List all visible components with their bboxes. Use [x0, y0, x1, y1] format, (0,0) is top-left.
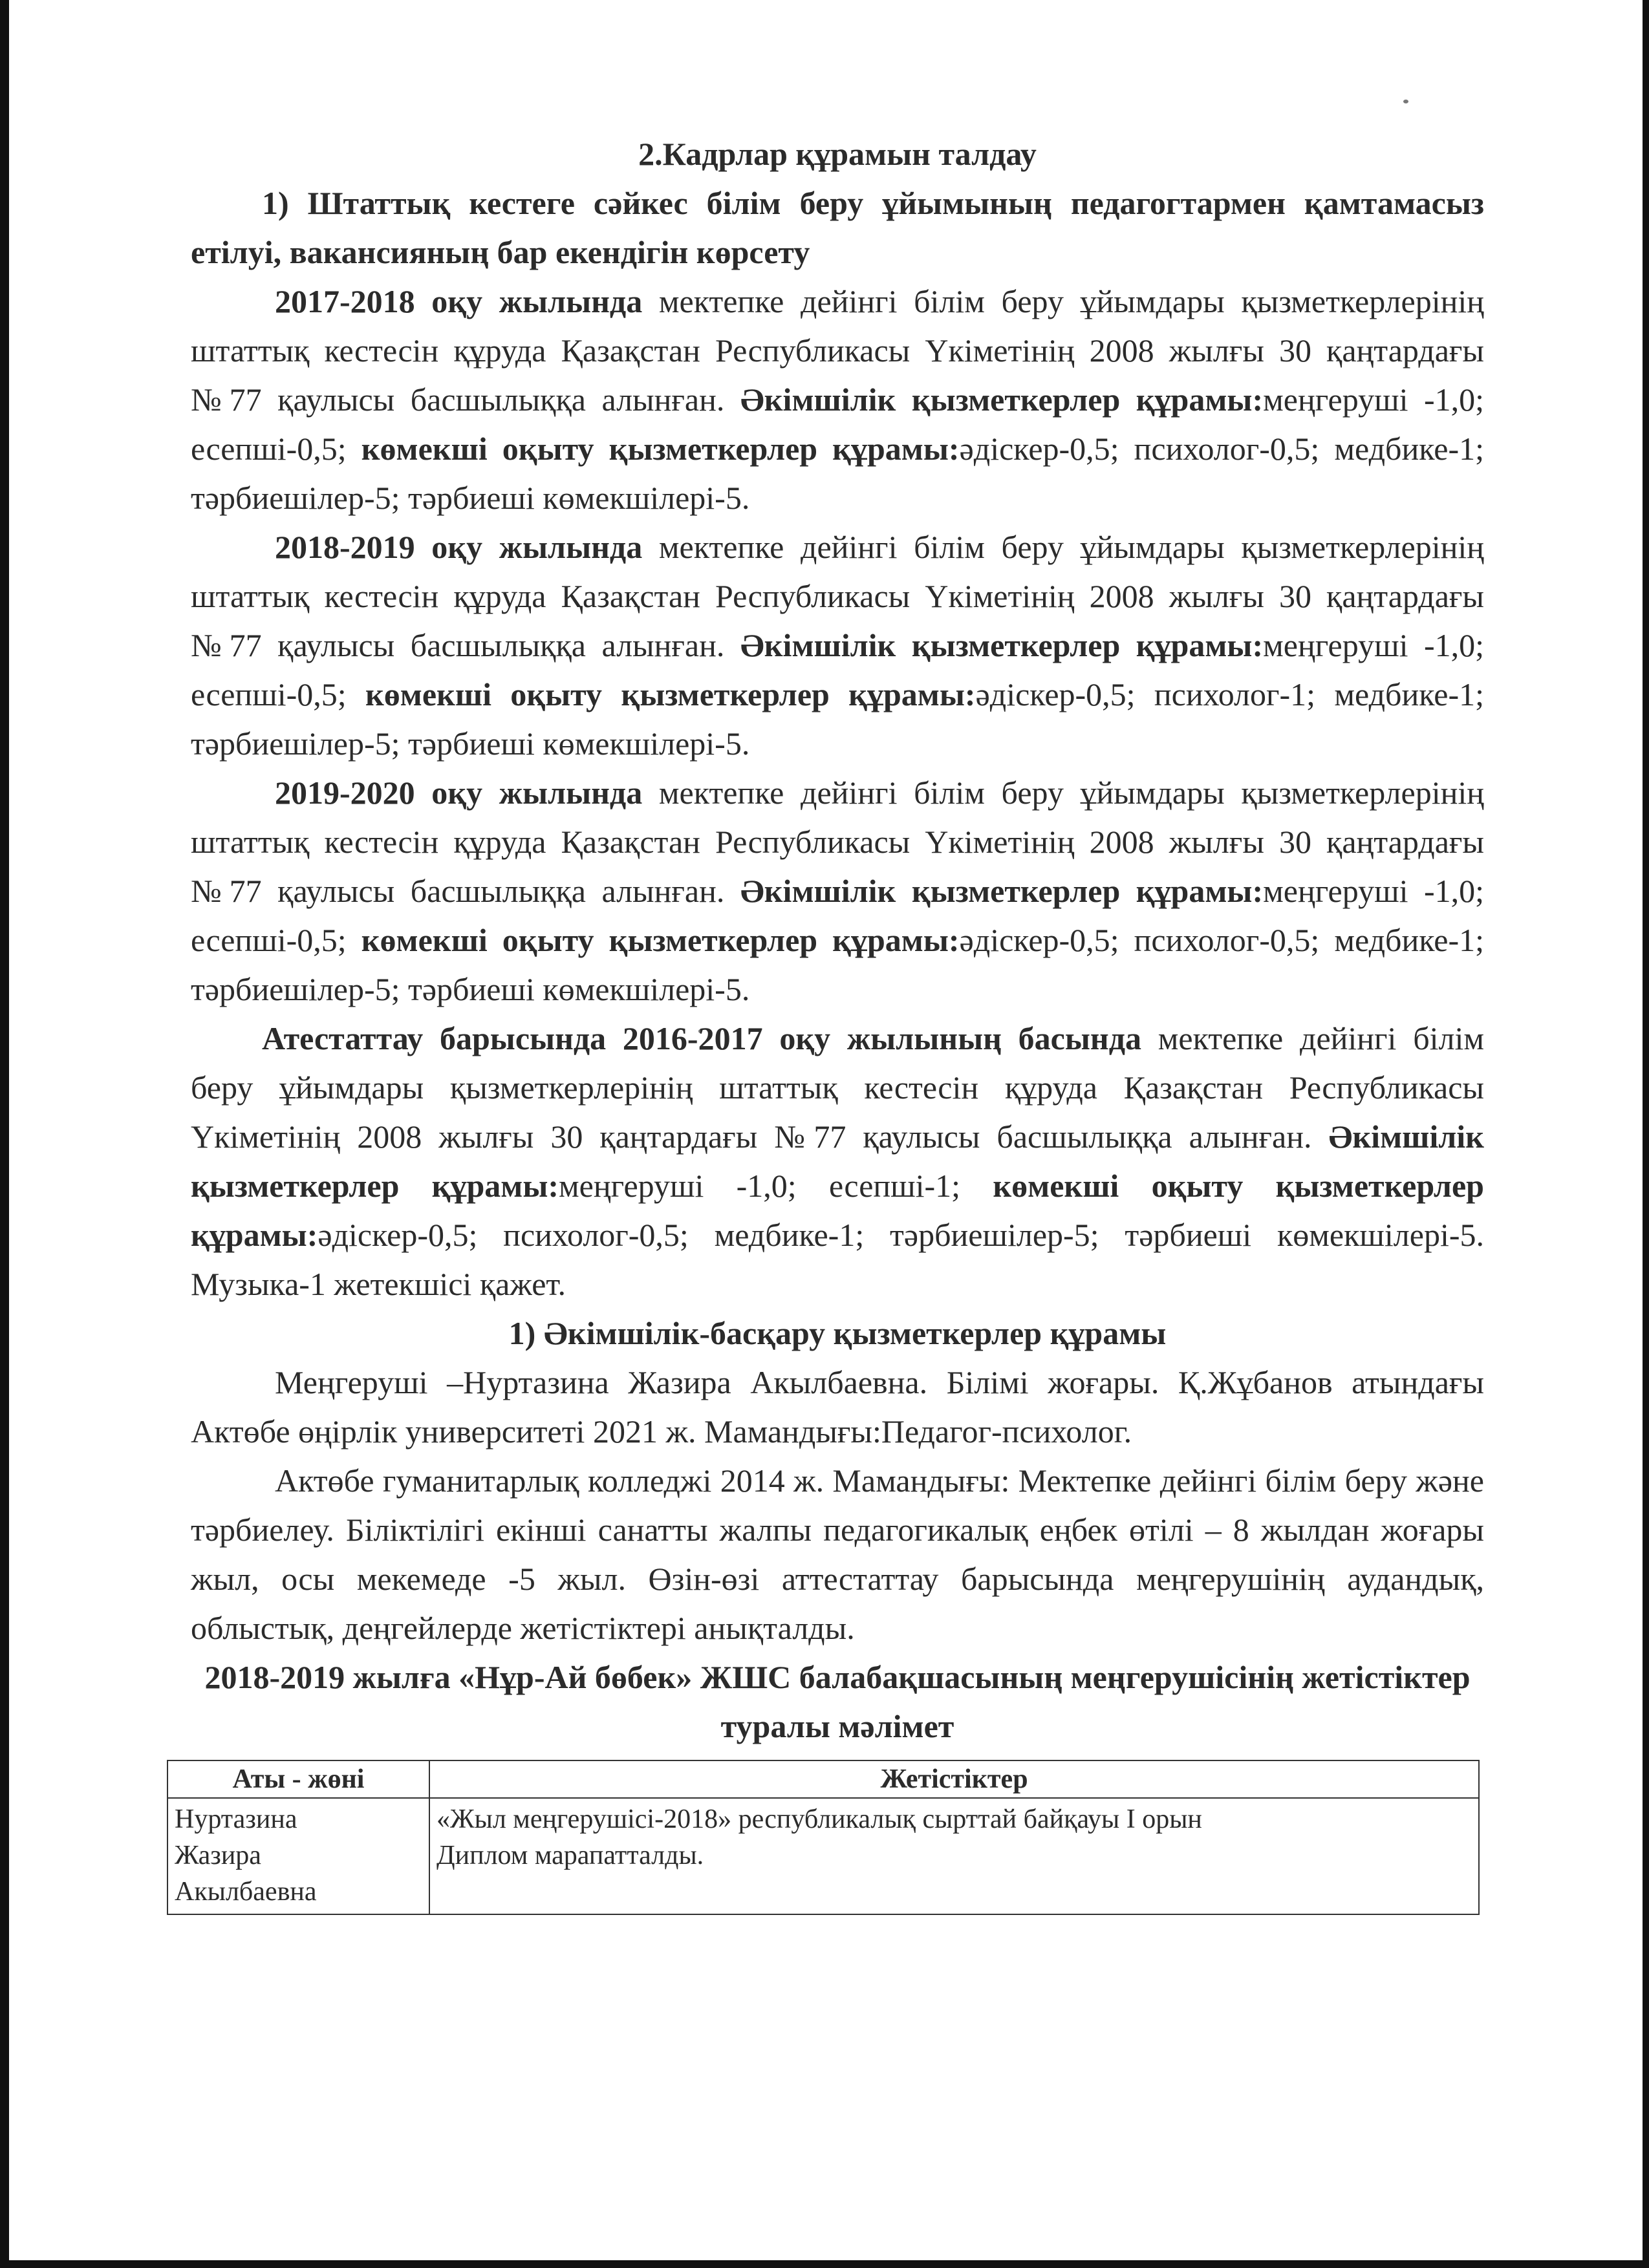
- achievement-line: «Жыл меңгерушісі-2018» республикалық сырттай байқауы I орын: [436, 1804, 1202, 1834]
- attestation-lead: Атестаттау барысында 2016-2017 оқу жылының басында: [262, 1020, 1141, 1056]
- paragraph-attestation: [191, 1014, 1484, 1309]
- cell-name: [167, 1798, 429, 1914]
- admin-staff-label: Әкімшілік қызметкерлер құрамы:: [740, 381, 1264, 418]
- support-staff-label: көмекші оқыту қызметкерлер құрамы:: [361, 922, 960, 958]
- paragraph-text: мектепке дейінгі білім беру ұйымдары қызметкерлерінің штаттық кестесін құруда Қазақстан Республикасы Үкіметінің 2008 жылғы 30 қаңтардағы №77 қаулысы басшылыққа алынған.: [191, 283, 1484, 418]
- achievement-line: Диплом марапатталды.: [436, 1841, 704, 1870]
- support-staff-text: әдіскер-0,5; психолог-1; медбике-1; тәрбиешілер-5; тәрбиеші көмекшілері-5.: [191, 676, 1485, 762]
- support-staff-label: көмекші оқыту қызметкерлер құрамы:: [365, 676, 976, 712]
- support-staff-text: әдіскер-0,5; психолог-0,5; медбике-1; тәрбиешілер-5; тәрбиеші көмекшілері-5. Музыка-1 жетекшісі қажет.: [191, 1217, 1484, 1302]
- scan-edge-left: [0, 0, 9, 2268]
- support-staff-text: әдіскер-0,5; психолог-0,5; медбике-1; тәрбиешілер-5; тәрбиеші көмекшілері-5.: [191, 431, 1485, 516]
- admin-staff-text: меңгеруші -1,0; есепші-0,5;: [191, 627, 1484, 712]
- paragraph-2019-2020: [191, 768, 1484, 1014]
- paragraph-2017-2018: [191, 277, 1484, 522]
- year-lead: 2017-2018 оқу жылында: [275, 283, 643, 319]
- support-staff-label: көмекші оқыту қызметкерлер құрамы:: [361, 431, 960, 467]
- scan-edge-bottom: [0, 2260, 1649, 2268]
- support-staff-label: көмекші оқыту қызметкерлер құрамы:: [191, 1168, 1484, 1253]
- manager-paragraph: Меңгеруші –Нуртазина Жазира Акылбаевна. Білімі жоғары. Қ.Жұбанов атындағы Актөбе өңірлік университеті 2021 ж. Мамандығы:Педагог-психолог.: [191, 1364, 1484, 1450]
- paragraph-text: мектепке дейінгі білім беру ұйымдары қызметкерлерінің штаттық кестесін құруда Қазақстан Республикасы Үкіметінің 2008 жылғы 30 қаңтардағы №77 қаулысы басшылыққа алынған.: [191, 1020, 1485, 1155]
- achievements-table: [167, 1760, 1480, 1915]
- paragraph-2018-2019: [191, 522, 1484, 768]
- section-heading: 2.Кадрлар құрамын талдау: [638, 136, 1037, 172]
- document-body: [191, 129, 1484, 1751]
- name-line: Нуртазина: [175, 1804, 297, 1834]
- admin-heading: 1) Әкімшілік-басқару қызметкерлер құрамы: [508, 1315, 1167, 1351]
- admin-staff-label: Әкімшілік қызметкерлер құрамы:: [740, 627, 1264, 663]
- table-header-row: [167, 1760, 1479, 1798]
- paragraph-text: мектепке дейінгі білім беру ұйымдары қызметкерлерінің штаттық кестесін құруда Қазақстан Республикасы Үкіметінің 2008 жылғы 30 қаңтардағы №77 қаулысы басшылыққа алынған.: [191, 775, 1484, 909]
- admin-staff-label: Әкімшілік қызметкерлер құрамы:: [740, 873, 1264, 909]
- name-line: Акылбаевна: [175, 1877, 317, 1907]
- admin-staff-label: Әкімшілік қызметкерлер құрамы:: [191, 1118, 1484, 1204]
- cell-achievements: [429, 1798, 1479, 1914]
- year-lead: 2018-2019 оқу жылында: [275, 529, 643, 565]
- column-header-achievements: Жетістіктер: [429, 1760, 1479, 1798]
- manager-education-paragraph: Актөбе гуманитарлық колледжі 2014 ж. Мамандығы: Мектепке дейінгі білім беру және тәрбиелеу. Біліктілігі екінші санатты жалпы педагогикалық еңбек өтілі – 8 жылдан жоғары жыл, осы мекемеде -5 жыл. Өзін-өзі аттестаттау барысында меңгерушінің аудандық, облыстық, деңгейлерде жетістіктері анықталды.: [191, 1462, 1484, 1646]
- scan-edge-right: [1643, 0, 1649, 2268]
- name-line: Жазира: [175, 1841, 261, 1870]
- admin-staff-text: меңгеруші -1,0; есепші-0,5;: [191, 381, 1484, 467]
- support-staff-text: әдіскер-0,5; психолог-0,5; медбике-1; тәрбиешілер-5; тәрбиеші көмекшілері-5.: [191, 922, 1485, 1007]
- subsection-heading: 1) Штаттық кестеге сәйкес білім беру ұйымының педагогтармен қамтамасыз етілуі, вакансияның бар екендігін көрсету: [191, 185, 1484, 270]
- table-row: [167, 1798, 1479, 1914]
- admin-staff-text: меңгеруші -1,0; есепші-1;: [559, 1168, 993, 1204]
- paragraph-text: мектепке дейінгі білім беру ұйымдары қызметкерлерінің штаттық кестесін құруда Қазақстан Республикасы Үкіметінің 2008 жылғы 30 қаңтардағы №77 қаулысы басшылыққа алынған.: [191, 529, 1484, 663]
- year-lead: 2019-2020 оқу жылында: [275, 775, 643, 811]
- scan-speck: [1403, 100, 1408, 103]
- admin-staff-text: меңгеруші -1,0; есепші-0,5;: [191, 873, 1484, 958]
- column-header-name: Аты - жөні: [167, 1760, 429, 1798]
- table-title: 2018-2019 жылға «Нұр-Ай бөбек» ЖШС балабақшасының меңгерушісінің жетістіктер туралы мәлімет: [204, 1659, 1471, 1744]
